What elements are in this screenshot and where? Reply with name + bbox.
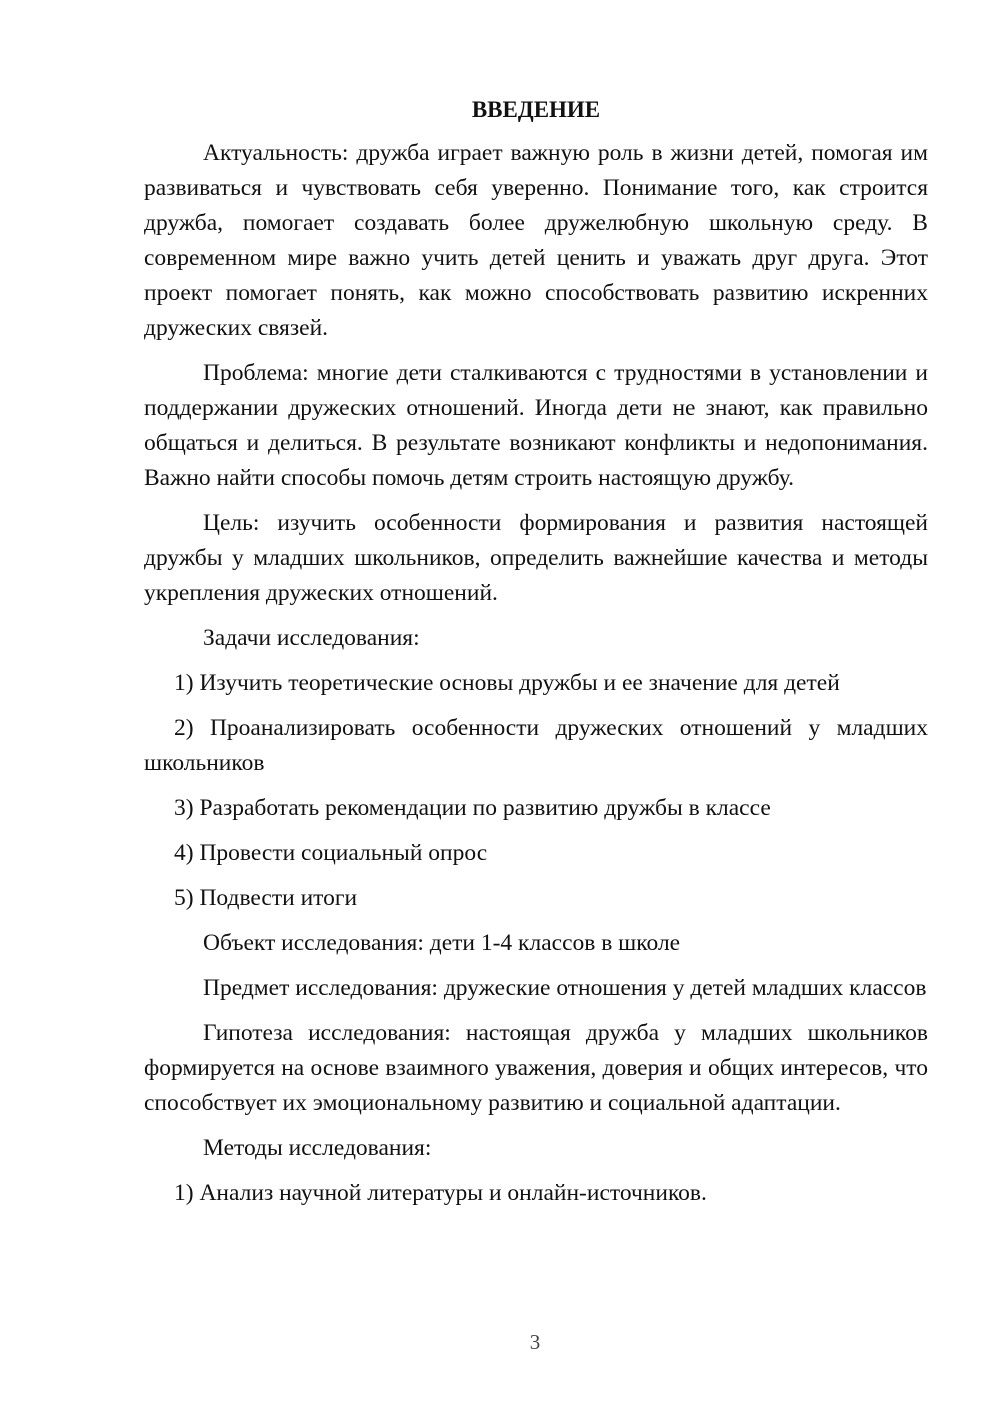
task-item: 1) Изучить теоретические основы дружбы и ее значение для детей — [174, 670, 840, 696]
task-item: 5) Подвести итоги — [174, 885, 358, 911]
subject-paragraph: Предмет исследования: дружеские отношения у детей младших классов — [203, 975, 927, 1001]
task-item: 3) Разработать рекомендации по развитию дружбы в классе — [174, 795, 771, 821]
hypothesis-paragraph: Гипотеза исследования: настоящая дружба у младших школьников формируется на основе взаимного уважения, доверия и общих интересов, что способствует их эмоциональному развитию и социальной адаптации. — [144, 1020, 928, 1116]
goal-paragraph: Цель: изучить особенности формирования и развития настоящей дружбы у младших школьников, определить важнейшие качества и методы укрепления дружеских отношений. — [144, 510, 928, 606]
methods-heading: Методы исследования: — [203, 1135, 432, 1161]
tasks-heading: Задачи исследования: — [203, 625, 420, 651]
problem-paragraph: Проблема: многие дети сталкиваются с трудностями в установлении и поддержании дружеских отношений. Иногда дети не знают, как правильно общаться и делиться. В результате возникают конфликты и недопонимания. Важно найти способы помочь детям строить настоящую дружбу. — [144, 360, 928, 491]
document-body — [144, 92, 928, 1221]
object-paragraph: Объект исследования: дети 1-4 классов в школе — [203, 930, 681, 956]
task-item: 4) Провести социальный опрос — [174, 840, 488, 866]
page-number: 3 — [529, 1330, 541, 1354]
relevance-paragraph: Актуальность: дружба играет важную роль в жизни детей, помогая им развиваться и чувствовать себя уверенно. Понимание того, как строится дружба, помогает создавать более дружелюбную школьную среду. В современном мире важно учить детей ценить и уважать друг друга. Этот проект помогает понять, как можно способствовать развитию искренних дружеских связей. — [144, 140, 928, 341]
task-item: 2) Проанализировать особенности дружеских отношений у младших школьников — [144, 715, 928, 776]
method-item: 1) Анализ научной литературы и онлайн-источников. — [174, 1180, 707, 1206]
section-title: ВВЕДЕНИЕ — [471, 97, 601, 122]
